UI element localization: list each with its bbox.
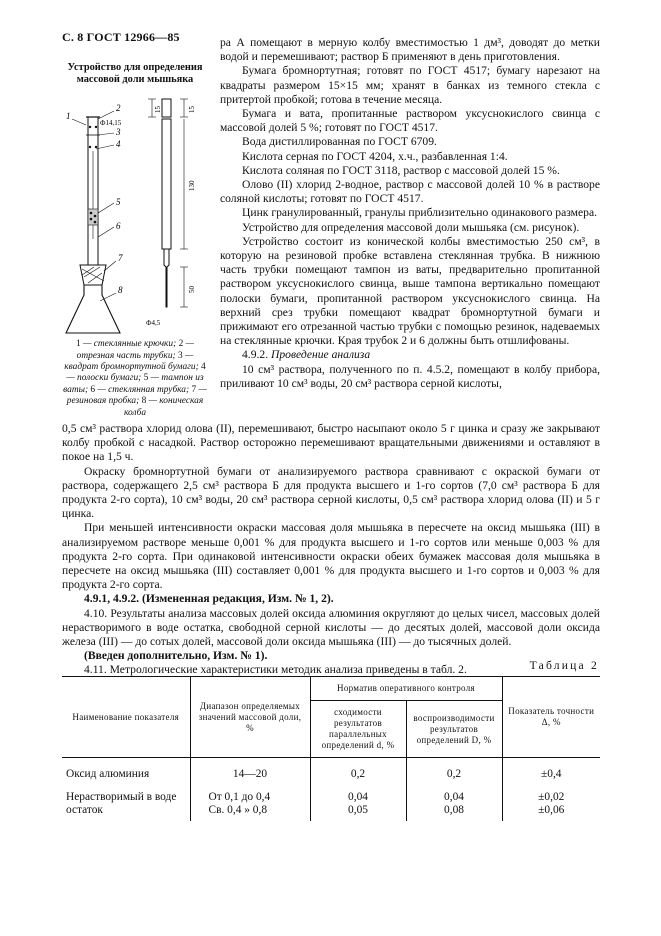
row-range: 14—20: [190, 758, 310, 784]
metrology-table: [62, 676, 600, 821]
paragraph: Бумага бромнортутная; готовят по ГОСТ 4517; бумагу нарезают на квадраты размером 15×15 мм; хранят в банках из темного стекла с притертой пробкой; готова в течение месяца.: [220, 64, 600, 106]
paragraph: 4.11. Метрологические характеристики методик анализа приведены в табл. 2.: [84, 663, 467, 677]
label-4: 4: [116, 139, 121, 150]
header-range: Диапазон определяемых значений массовой доли, %: [190, 677, 310, 758]
page-header: С. 8 ГОСТ 12966—85: [62, 30, 180, 44]
paragraph: Вода дистиллированная по ГОСТ 6709.: [242, 135, 437, 149]
paragraph: Устройство для определения массовой доли мышьяка (см. рисунок).: [242, 220, 580, 234]
paragraph: 0,5 см³ раствора хлорид олова (II), перемешивают, быстро насыпают около 5 г цинка и сразу же закрывают колбу пробкой с насадкой. Раствор осторожно перемешивают вращательными движениями и оставляют в покое на 1,5 ч.: [62, 422, 600, 464]
dim-d1: Ф14,15: [100, 119, 122, 128]
row-conv: 0,04 0,05: [310, 783, 406, 821]
paragraph: 10 см³ раствора, полученного по п. 4.5.2, помещают в колбу прибора, приливают 10 см³ воды, 20 см³ раствора серной кислоты,: [220, 362, 600, 390]
paragraph: Олово (II) хлорид 2-водное, раствор с массовой долей 10 % в растворе соляной кислоты; готовят по ГОСТ 4517.: [220, 178, 600, 206]
row-repro: 0,04 0,08: [406, 783, 502, 821]
header-name: Наименование показателя: [62, 677, 190, 758]
figure-title: Устройство для определения массовой доли мышьяка: [67, 62, 203, 85]
paragraph: 4.10. Результаты анализа массовых долей оксида алюминия округляют до целых чисел, массовых долей нерастворимого в воде остатка, свободной серной кислоты — до десятых долей, массовой доли оксида железа (III) — до сотых долей, массовой доли оксида мышьяка (III) — до тысячных долей.: [62, 606, 600, 649]
header-reproducibility: воспроизводимости результатов определений D, %: [406, 701, 502, 758]
row-acc: ±0,02 ±0,06: [502, 783, 600, 821]
label-8: 8: [118, 285, 123, 296]
section-heading-492: 4.9.2. Проведение анализа: [242, 348, 371, 362]
full-width-text: [62, 422, 600, 678]
header-convergence: сходимости результатов параллельных определений d, %: [310, 701, 406, 758]
dim-h4: 50: [188, 286, 196, 294]
header-norm: Норматив оперативного контроля: [310, 677, 502, 701]
figure-caption: 1 — стеклянные крючки; 2 — отрезная часть трубки; 3 — квадрат бромнортутной бумаги; 4 — полоски бумаги; 5 — тампон из ваты; 6 — стеклянная трубка; 7 — резиновая пробка; 8 — коническая колба: [63, 339, 207, 418]
label-5: 5: [116, 197, 121, 208]
dim-h1: 15: [188, 106, 196, 114]
dim-h2: 15: [154, 106, 162, 114]
added-note: (Введен дополнительно, Изм. № 1).: [84, 649, 268, 663]
row-acc: ±0,4: [502, 758, 600, 784]
table-row: [62, 783, 600, 821]
figure-block: [62, 62, 208, 419]
paragraph: Бумага и вата, пропитанные раствором уксуснокислого свинца с массовой долей 5 %; готовят по ГОСТ 4517.: [220, 107, 600, 135]
right-column-text: [220, 36, 600, 391]
label-6: 6: [116, 221, 121, 232]
row-conv: 0,2: [310, 758, 406, 784]
table-label: Таблица 2: [529, 659, 599, 672]
header-accuracy: Показатель точности Δ, %: [502, 677, 600, 758]
table-row: [62, 758, 600, 784]
label-1: 1: [66, 111, 71, 122]
row-repro: 0,2: [406, 758, 502, 784]
row-name: Нерастворимый в воде остаток: [66, 791, 177, 816]
paragraph: Устройство состоит из конической колбы вместимостью 250 см³, в которую на резиновой пробке вставлена стеклянная трубка. В нижнюю часть трубки помещают тампон из ваты, предварительно пропитанной раствором уксуснокислого свинца, выше тампона вертикально помещают полоски бумаги, пропитанной раствором уксуснокислого свинца. На верхний срез трубки помещают квадрат бромнортутной бумаги и прижимают его отрезанной частью трубки с помощью резинок, надеваемых на стеклянные крючки. Края трубок 2 и 6 должны быть отшлифованы.: [220, 234, 600, 348]
paragraph: Цинк гранулированный, гранулы приблизительно одинакового размера.: [242, 206, 597, 220]
row-range: От 0,1 до 0,4 Св. 0,4 » 0,8: [190, 783, 310, 821]
paragraph: Кислота соляная по ГОСТ 3118, раствор с массовой долей 15 %.: [242, 163, 560, 177]
label-2: 2: [116, 103, 121, 114]
row-name: Оксид алюминия: [66, 768, 150, 780]
label-3: 3: [116, 127, 121, 138]
paragraph: ра А помещают в мерную колбу вместимостью 1 дм³, доводят до метки водой и перемешивают; раствор Б применяют в день приготовления.: [220, 36, 600, 64]
dim-d2: Ф4,5: [146, 319, 161, 328]
dim-h3: 130: [188, 180, 196, 192]
paragraph: Кислота серная по ГОСТ 4204, х.ч., разбавленная 1:4.: [242, 149, 508, 163]
apparatus-drawing: [62, 89, 208, 337]
paragraph: При меньшей интенсивности окраски массовая доля мышьяка в пересчете на оксид мышьяка (III) в анализируемом растворе меньше 0,001 % для продукта высшего и 1-го сортов или меньше 0,003 % для продукта 2-го сорта. При одинаковой интенсивности окраски обеих бумажек массовая доля мышьяка в пересчете на оксид мышьяка (III) составляет 0,001 % для продукта высшего и 1-го сортов и 0,003 % для продукта 2-го сорта.: [62, 521, 600, 592]
paragraph: Окраску бромнортутной бумаги от анализируемого раствора сравнивают с окраской бумаги от раствора, содержащего 2,5 см³ раствора Б для продукта высшего и 1-го сортов (7,0 см³ раствора Б для продукта 2-го сорта), 10 см³ воды, 20 см³ раствора серной кислоты, 0,5 см³ раствора хлорид олова (II) и 5 г цинка.: [62, 464, 600, 521]
edition-note: 4.9.1, 4.9.2. (Измененная редакция, Изм. № 1, 2).: [84, 592, 334, 606]
label-7: 7: [118, 253, 123, 264]
